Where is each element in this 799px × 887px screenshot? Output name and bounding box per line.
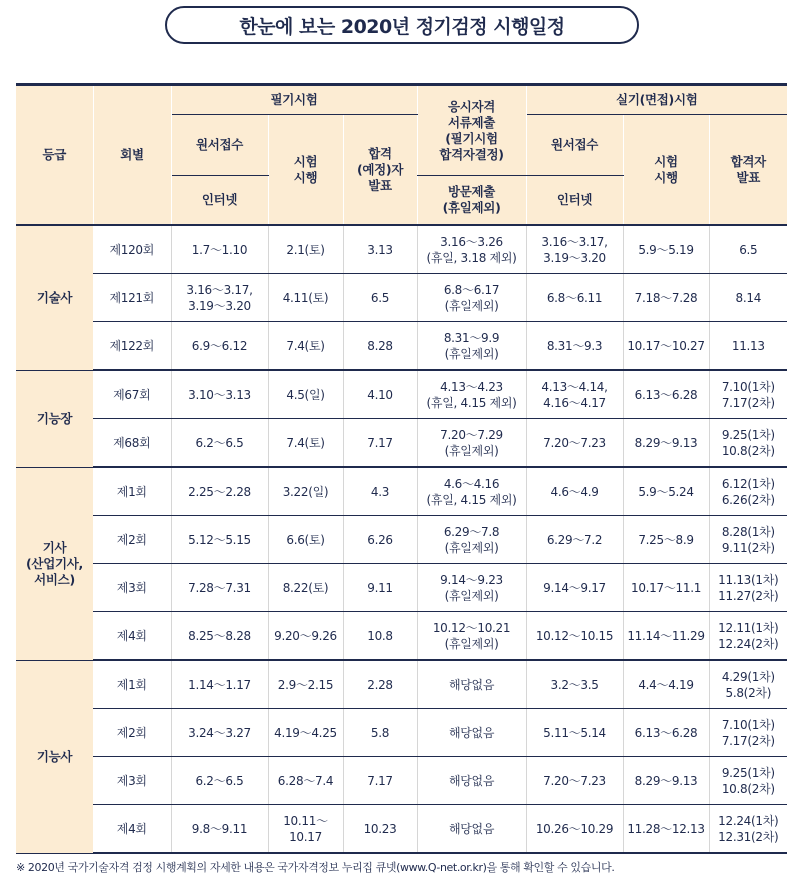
cell-line: 7.20～7.23 bbox=[543, 435, 606, 450]
header-result-line: 합격 bbox=[368, 145, 392, 161]
cell-line: 8.31～9.3 bbox=[546, 338, 603, 353]
cell-line: 5.8 bbox=[370, 725, 390, 740]
grade-label: 기술사 bbox=[36, 289, 73, 305]
cell-line: 4.4～4.19 bbox=[638, 677, 694, 692]
reg-cell bbox=[171, 612, 268, 661]
round-cell: 제120회 bbox=[93, 225, 171, 274]
cell-line: 7.4(토) bbox=[286, 338, 325, 353]
result-cell bbox=[343, 370, 417, 419]
grade-label: (산업기사, bbox=[26, 555, 83, 571]
grade-label: 기능사 bbox=[36, 748, 73, 764]
header-written-group: 필기시험 bbox=[171, 85, 417, 115]
cell-line: (휴일, 4.15 제외) bbox=[426, 395, 517, 410]
cell-line: 12.24(1차) bbox=[718, 813, 779, 828]
reg-cell bbox=[171, 564, 268, 612]
pr-reg-cell bbox=[526, 274, 623, 322]
cell-line: 7.17 bbox=[367, 773, 393, 788]
pr-exam-cell bbox=[623, 225, 709, 274]
cell-line: 7.18～7.28 bbox=[634, 290, 698, 305]
reg-cell bbox=[171, 419, 268, 468]
cell-line: 2.1(토) bbox=[286, 242, 325, 257]
header-docs bbox=[417, 85, 526, 176]
cell-line: 4.6～4.9 bbox=[550, 484, 599, 499]
header-pr-exam bbox=[623, 115, 709, 226]
round-cell: 제3회 bbox=[93, 757, 171, 805]
pr-result-cell bbox=[709, 709, 787, 757]
cell-line: 8.28 bbox=[367, 338, 393, 353]
table-row bbox=[16, 467, 787, 516]
pr-exam-cell bbox=[623, 564, 709, 612]
grade-cell bbox=[16, 225, 93, 370]
header-docs-line: 합격자결정) bbox=[439, 146, 504, 162]
header-docs-line: (필기시험 bbox=[445, 130, 498, 146]
cell-line: (휴일, 3.18 제외) bbox=[426, 250, 517, 265]
cell-line: 6.13～6.28 bbox=[634, 387, 698, 402]
header-pr-exam-line: 시험 bbox=[654, 153, 678, 169]
header-reg-sub: 인터넷 bbox=[171, 176, 268, 226]
pr-exam-cell bbox=[623, 516, 709, 564]
table-row bbox=[16, 516, 787, 564]
round-cell: 제122회 bbox=[93, 322, 171, 371]
cell-line: 해당없음 bbox=[448, 821, 495, 836]
schedule-table-wrapper bbox=[16, 83, 787, 854]
cell-line: 3.22(일) bbox=[282, 484, 329, 499]
cell-line: 10.8(2차) bbox=[721, 443, 775, 458]
grade-cell bbox=[16, 467, 93, 660]
grade-label: 기능장 bbox=[36, 410, 73, 426]
cell-line: 6.12(1차) bbox=[721, 476, 775, 491]
docs-cell bbox=[417, 419, 526, 468]
reg-cell bbox=[171, 757, 268, 805]
result-cell bbox=[343, 805, 417, 854]
cell-line: 3.24～3.27 bbox=[188, 725, 251, 740]
cell-line: 해당없음 bbox=[448, 725, 495, 740]
cell-line: 6.8～6.17 bbox=[443, 282, 500, 297]
pr-exam-cell bbox=[623, 370, 709, 419]
cell-line: 10.11～ bbox=[283, 813, 328, 828]
cell-line: 2.25～2.28 bbox=[188, 484, 251, 499]
cell-line: 8.22(토) bbox=[282, 580, 329, 595]
table-row bbox=[16, 322, 787, 371]
table-row bbox=[16, 709, 787, 757]
header-pr-result-line: 합격자 bbox=[730, 153, 766, 169]
header-docs-sub-line: 방문제출 bbox=[447, 184, 496, 199]
cell-line: 4.13～4.23 bbox=[440, 379, 503, 394]
exam-cell bbox=[268, 660, 343, 709]
cell-line: 3.10～3.13 bbox=[188, 387, 251, 402]
result-cell bbox=[343, 564, 417, 612]
cell-line: 7.28～7.31 bbox=[188, 580, 251, 595]
cell-line: 10.23 bbox=[363, 821, 397, 836]
reg-cell bbox=[171, 370, 268, 419]
cell-line: 5.9～5.19 bbox=[638, 242, 694, 257]
round-cell: 제3회 bbox=[93, 564, 171, 612]
pr-exam-cell bbox=[623, 805, 709, 854]
table-row bbox=[16, 757, 787, 805]
header-exam-line: 시행 bbox=[293, 169, 318, 185]
header-result bbox=[343, 115, 417, 226]
pr-result-cell bbox=[709, 467, 787, 516]
docs-cell bbox=[417, 274, 526, 322]
pr-exam-cell bbox=[623, 419, 709, 468]
reg-cell bbox=[171, 225, 268, 274]
docs-cell bbox=[417, 612, 526, 661]
cell-line: 6.28～7.4 bbox=[277, 773, 334, 788]
pr-exam-cell bbox=[623, 274, 709, 322]
cell-line: (휴일제외) bbox=[444, 443, 499, 458]
schedule-body bbox=[16, 225, 787, 853]
cell-line: 6.26 bbox=[367, 532, 393, 547]
cell-line: 11.13(1차) bbox=[718, 572, 779, 587]
exam-cell bbox=[268, 564, 343, 612]
pr-reg-cell bbox=[526, 322, 623, 371]
pr-exam-cell bbox=[623, 322, 709, 371]
cell-line: 6.5 bbox=[370, 290, 390, 305]
cell-line: 10.17 bbox=[289, 829, 322, 844]
cell-line: 7.4(토) bbox=[286, 435, 325, 450]
reg-cell bbox=[171, 467, 268, 516]
cell-line: 6.5 bbox=[739, 242, 758, 257]
cell-line: 해당없음 bbox=[448, 677, 495, 692]
pr-reg-cell bbox=[526, 564, 623, 612]
round-cell: 제1회 bbox=[93, 660, 171, 709]
result-cell bbox=[343, 322, 417, 371]
cell-line: 3.16～3.17, bbox=[541, 234, 608, 249]
cell-line: 4.19～4.25 bbox=[274, 725, 337, 740]
cell-line: 10.17～10.27 bbox=[627, 338, 705, 353]
cell-line: 4.29(1차) bbox=[721, 669, 775, 684]
round-cell: 제2회 bbox=[93, 516, 171, 564]
cell-line: (휴일제외) bbox=[444, 298, 499, 313]
header-round: 회별 bbox=[93, 85, 171, 226]
cell-line: 9.11 bbox=[367, 580, 393, 595]
exam-cell bbox=[268, 612, 343, 661]
cell-line: 10.12～10.21 bbox=[432, 620, 511, 635]
cell-line: 3.16～3.26 bbox=[440, 234, 503, 249]
cell-line: (휴일제외) bbox=[444, 636, 499, 651]
cell-line: 11.27(2차) bbox=[718, 588, 779, 603]
header-practical-group: 실기(면접)시험 bbox=[526, 85, 787, 115]
exam-cell bbox=[268, 370, 343, 419]
docs-cell bbox=[417, 370, 526, 419]
cell-line: 10.12～10.15 bbox=[535, 628, 614, 643]
grade-label: 기사 bbox=[42, 539, 67, 555]
cell-line: 7.20～7.29 bbox=[440, 427, 503, 442]
reg-cell bbox=[171, 660, 268, 709]
cell-line: 6.2～6.5 bbox=[195, 435, 244, 450]
cell-line: 10.17～11.1 bbox=[630, 580, 702, 595]
pr-result-cell bbox=[709, 757, 787, 805]
pr-reg-cell bbox=[526, 516, 623, 564]
header-pr-reg-top: 원서접수 bbox=[526, 115, 623, 176]
footnote: ※ 2020년 국가기술자격 검정 시행계획의 자세한 내용은 국가자격정보 누리집 큐넷(www.Q-net.or.kr)을 통해 확인할 수 있습니다. bbox=[16, 861, 615, 874]
cell-line: 12.24(2차) bbox=[718, 636, 779, 651]
pr-reg-cell bbox=[526, 805, 623, 854]
pr-exam-cell bbox=[623, 757, 709, 805]
table-row bbox=[16, 274, 787, 322]
cell-line: 7.10(1차) bbox=[721, 379, 775, 394]
result-cell bbox=[343, 660, 417, 709]
cell-line: 3.2～3.5 bbox=[550, 677, 599, 692]
table-row bbox=[16, 225, 787, 274]
cell-line: 9.11(2차) bbox=[721, 540, 775, 555]
result-cell bbox=[343, 516, 417, 564]
docs-cell bbox=[417, 322, 526, 371]
pr-exam-cell bbox=[623, 612, 709, 661]
pr-reg-cell bbox=[526, 419, 623, 468]
pr-result-cell bbox=[709, 274, 787, 322]
page-title: 한눈에 보는 2020년 정기검정 시행일정 bbox=[165, 6, 639, 44]
cell-line: 8.25～8.28 bbox=[188, 628, 251, 643]
pr-reg-cell bbox=[526, 225, 623, 274]
header-pr-reg-sub: 인터넷 bbox=[526, 176, 623, 226]
pr-reg-cell bbox=[526, 370, 623, 419]
pr-result-cell bbox=[709, 322, 787, 371]
exam-cell bbox=[268, 419, 343, 468]
cell-line: 10.26～10.29 bbox=[535, 821, 614, 836]
cell-line: 4.6～4.16 bbox=[443, 476, 500, 491]
cell-line: (휴일, 4.15 제외) bbox=[426, 492, 517, 507]
round-cell: 제67회 bbox=[93, 370, 171, 419]
docs-cell bbox=[417, 467, 526, 516]
cell-line: 2.28 bbox=[367, 677, 393, 692]
cell-line: 6.13～6.28 bbox=[634, 725, 698, 740]
cell-line: 8.29～9.13 bbox=[634, 435, 698, 450]
cell-line: 9.14～9.17 bbox=[543, 580, 606, 595]
cell-line: 3.19～3.20 bbox=[188, 298, 251, 313]
docs-cell bbox=[417, 516, 526, 564]
pr-result-cell bbox=[709, 805, 787, 854]
table-row bbox=[16, 660, 787, 709]
cell-line: 11.13 bbox=[731, 338, 765, 353]
table-row bbox=[16, 419, 787, 468]
header-reg-top: 원서접수 bbox=[171, 115, 268, 176]
result-cell bbox=[343, 419, 417, 468]
round-cell: 제121회 bbox=[93, 274, 171, 322]
cell-line: 4.10 bbox=[367, 387, 393, 402]
pr-reg-cell bbox=[526, 660, 623, 709]
result-cell bbox=[343, 274, 417, 322]
header-grade: 등급 bbox=[16, 85, 93, 226]
reg-cell bbox=[171, 805, 268, 854]
pr-reg-cell bbox=[526, 757, 623, 805]
header-exam-line: 시험 bbox=[293, 153, 318, 169]
table-row bbox=[16, 370, 787, 419]
round-cell: 제4회 bbox=[93, 612, 171, 661]
header-docs-line: 응시자격 bbox=[447, 98, 496, 114]
result-cell bbox=[343, 757, 417, 805]
header-result-line: (예정)자 bbox=[356, 161, 404, 177]
reg-cell bbox=[171, 322, 268, 371]
header-pr-exam-line: 시행 bbox=[654, 169, 678, 185]
cell-line: 5.8(2차) bbox=[725, 685, 772, 700]
round-cell: 제68회 bbox=[93, 419, 171, 468]
docs-cell bbox=[417, 757, 526, 805]
cell-line: 6.26(2차) bbox=[721, 492, 775, 507]
schedule-table bbox=[16, 83, 787, 854]
cell-line: 3.19～3.20 bbox=[543, 250, 606, 265]
pr-reg-cell bbox=[526, 709, 623, 757]
cell-line: 5.12～5.15 bbox=[188, 532, 251, 547]
cell-line: 12.11(1차) bbox=[718, 620, 779, 635]
cell-line: 7.25～8.9 bbox=[638, 532, 694, 547]
cell-line: 6.29～7.2 bbox=[546, 532, 603, 547]
cell-line: 6.8～6.11 bbox=[546, 290, 603, 305]
header-pr-result bbox=[709, 115, 787, 226]
cell-line: 6.6(토) bbox=[286, 532, 325, 547]
pr-reg-cell bbox=[526, 612, 623, 661]
pr-exam-cell bbox=[623, 660, 709, 709]
header-result-line: 발표 bbox=[368, 177, 392, 193]
grade-label: 서비스) bbox=[34, 571, 75, 587]
exam-cell bbox=[268, 757, 343, 805]
docs-cell bbox=[417, 660, 526, 709]
reg-cell bbox=[171, 274, 268, 322]
header-exam bbox=[268, 115, 343, 226]
result-cell bbox=[343, 612, 417, 661]
pr-result-cell bbox=[709, 370, 787, 419]
pr-result-cell bbox=[709, 660, 787, 709]
exam-cell bbox=[268, 709, 343, 757]
cell-line: 11.14～11.29 bbox=[627, 628, 705, 643]
exam-cell bbox=[268, 467, 343, 516]
table-row bbox=[16, 612, 787, 661]
reg-cell bbox=[171, 516, 268, 564]
cell-line: 7.10(1차) bbox=[721, 717, 775, 732]
cell-line: 3.16～3.17, bbox=[186, 282, 253, 297]
cell-line: 8.28(1차) bbox=[721, 524, 775, 539]
exam-cell bbox=[268, 225, 343, 274]
cell-line: 11.28～12.13 bbox=[627, 821, 705, 836]
cell-line: 4.16～4.17 bbox=[543, 395, 606, 410]
cell-line: 5.9～5.24 bbox=[638, 484, 694, 499]
table-row bbox=[16, 564, 787, 612]
cell-line: (휴일제외) bbox=[444, 588, 499, 603]
cell-line: 6.2～6.5 bbox=[195, 773, 244, 788]
cell-line: 10.8 bbox=[367, 628, 393, 643]
grade-cell bbox=[16, 660, 93, 853]
exam-cell bbox=[268, 322, 343, 371]
cell-line: 9.20～9.26 bbox=[274, 628, 337, 643]
exam-cell bbox=[268, 274, 343, 322]
pr-reg-cell bbox=[526, 467, 623, 516]
cell-line: 3.13 bbox=[367, 242, 393, 257]
result-cell bbox=[343, 709, 417, 757]
docs-cell bbox=[417, 564, 526, 612]
cell-line: 9.25(1차) bbox=[721, 427, 775, 442]
cell-line: 9.14～9.23 bbox=[440, 572, 503, 587]
exam-cell bbox=[268, 516, 343, 564]
table-row bbox=[16, 805, 787, 854]
cell-line: 해당없음 bbox=[448, 773, 495, 788]
cell-line: 5.11～5.14 bbox=[543, 725, 606, 740]
cell-line: 4.3 bbox=[370, 484, 390, 499]
header-docs-line: 서류제출 bbox=[447, 114, 496, 130]
pr-result-cell bbox=[709, 225, 787, 274]
pr-exam-cell bbox=[623, 709, 709, 757]
cell-line: 2.9～2.15 bbox=[277, 677, 334, 692]
cell-line: 7.17(2차) bbox=[721, 395, 775, 410]
round-cell: 제4회 bbox=[93, 805, 171, 854]
cell-line: 4.11(토) bbox=[282, 290, 329, 305]
grade-cell bbox=[16, 370, 93, 467]
cell-line: 6.9～6.12 bbox=[191, 338, 248, 353]
pr-result-cell bbox=[709, 564, 787, 612]
header-docs-sub bbox=[417, 176, 526, 226]
cell-line: 12.31(2차) bbox=[718, 829, 779, 844]
pr-result-cell bbox=[709, 612, 787, 661]
pr-exam-cell bbox=[623, 467, 709, 516]
cell-line: 7.20～7.23 bbox=[543, 773, 606, 788]
cell-line: 4.5(일) bbox=[286, 387, 325, 402]
cell-line: 9.25(1차) bbox=[721, 765, 775, 780]
header-docs-sub-line: (휴일제외) bbox=[442, 200, 501, 215]
cell-line: 8.31～9.9 bbox=[443, 330, 500, 345]
cell-line: 10.8(2차) bbox=[721, 781, 775, 796]
pr-result-cell bbox=[709, 419, 787, 468]
reg-cell bbox=[171, 709, 268, 757]
result-cell bbox=[343, 467, 417, 516]
docs-cell bbox=[417, 805, 526, 854]
cell-line: 1.7～1.10 bbox=[191, 242, 248, 257]
cell-line: 7.17(2차) bbox=[721, 733, 775, 748]
cell-line: 8.29～9.13 bbox=[634, 773, 698, 788]
pr-result-cell bbox=[709, 516, 787, 564]
cell-line: 8.14 bbox=[735, 290, 762, 305]
round-cell: 제1회 bbox=[93, 467, 171, 516]
cell-line: 1.14～1.17 bbox=[188, 677, 251, 692]
exam-cell bbox=[268, 805, 343, 854]
result-cell bbox=[343, 225, 417, 274]
cell-line: 4.13～4.14, bbox=[541, 379, 608, 394]
header-pr-result-line: 발표 bbox=[736, 169, 761, 185]
docs-cell bbox=[417, 709, 526, 757]
cell-line: 6.29～7.8 bbox=[443, 524, 500, 539]
cell-line: 7.17 bbox=[367, 435, 393, 450]
cell-line: (휴일제외) bbox=[444, 346, 499, 361]
round-cell: 제2회 bbox=[93, 709, 171, 757]
cell-line: (휴일제외) bbox=[444, 540, 499, 555]
cell-line: 9.8～9.11 bbox=[191, 821, 248, 836]
docs-cell bbox=[417, 225, 526, 274]
